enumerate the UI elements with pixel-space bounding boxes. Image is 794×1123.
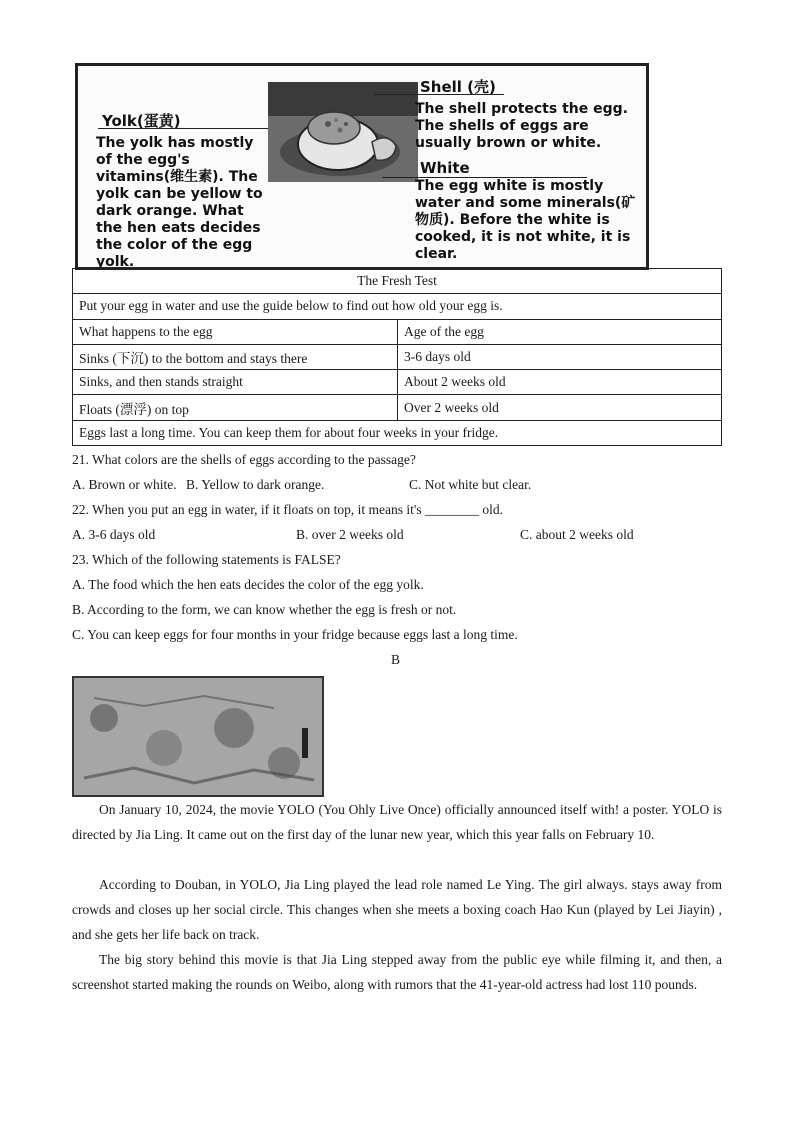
question-23-option-c[interactable]: C. You can keep eggs for four months in your fridge because eggs last a long time. bbox=[72, 627, 518, 642]
table-title-row bbox=[73, 269, 722, 294]
question-21-option-b[interactable]: B. Yellow to dark orange. bbox=[186, 477, 325, 492]
question-21-option-a[interactable]: A. Brown or white. bbox=[72, 477, 177, 492]
question-22-option-c[interactable]: C. about 2 weeks old bbox=[520, 527, 634, 542]
paragraph-3: The big story behind this movie is that Jia Ling stepped away from the public eye while filming it, and then, a screenshot started making the rounds on Weibo, along with rumors that the 41-year-old actress had lost 110 pounds. bbox=[72, 952, 722, 992]
yolk-text: The yolk has mostly of the egg's vitamins(维生素). The yolk can be yellow to dark orange. What the hen eats decides the color of the egg yolk. bbox=[96, 135, 263, 270]
table-instruction: Put your egg in water and use the guide below to find out how old your egg is. bbox=[73, 294, 722, 319]
white-text: The egg white is mostly water and some minerals(矿物质). Before the white is cooked, it is not white, it is clear. bbox=[415, 178, 636, 262]
table-cell: About 2 weeks old bbox=[398, 370, 722, 395]
egg-diagram bbox=[75, 63, 649, 270]
table-cell: Over 2 weeks old bbox=[398, 395, 722, 420]
yolk-pointer-line bbox=[98, 128, 268, 129]
question-21-stem: 21. What colors are the shells of eggs according to the passage? bbox=[72, 452, 416, 467]
shell-heading: Shell (壳) bbox=[420, 78, 496, 96]
paragraph-2: According to Douban, in YOLO, Jia Ling played the lead role named Le Ying. The girl always. stays away from crowds and closes up her social circle. This changes when she meets a boxing coach Hao Kun (played by Lei Jiayin) , and she gets her life back on track. bbox=[72, 877, 722, 942]
table-row bbox=[73, 395, 722, 420]
question-21-option-c[interactable]: C. Not white but clear. bbox=[409, 477, 532, 492]
table-row bbox=[73, 344, 722, 369]
question-22-stem: 22. When you put an egg in water, if it floats on top, it means it's ________ old. bbox=[72, 502, 503, 517]
movie-poster-image bbox=[72, 676, 324, 797]
yolk-heading: Yolk(蛋黄) bbox=[102, 112, 181, 130]
table-cell: Sinks, and then stands straight bbox=[73, 370, 398, 395]
table-row bbox=[73, 370, 722, 395]
table-cell: Floats (漂浮) on top bbox=[73, 395, 398, 420]
question-23-option-b[interactable]: B. According to the form, we can know whether the egg is fresh or not. bbox=[72, 602, 457, 617]
shell-text: The shell protects the egg. The shells of eggs are usually brown or white. bbox=[415, 101, 628, 151]
paragraph-1: On January 10, 2024, the movie YOLO (You Ohly Live Once) officially announced itself with! a poster. YOLO is directed by Jia Ling. It came out on the first day of the lunar new year, which this year falls on February 10. bbox=[72, 802, 722, 842]
table-note: Eggs last a long time. You can keep them for about four weeks in your fridge. bbox=[73, 420, 722, 445]
egg-photo bbox=[268, 82, 418, 182]
section-b-label: B bbox=[391, 652, 401, 667]
question-23-option-a[interactable]: A. The food which the hen eats decides the color of the egg yolk. bbox=[72, 577, 424, 592]
question-23-stem: 23. Which of the following statements is FALSE? bbox=[72, 552, 341, 567]
table-note-row bbox=[73, 420, 722, 445]
table-instruction-row bbox=[73, 294, 722, 319]
question-22-option-a[interactable]: A. 3-6 days old bbox=[72, 527, 156, 542]
shell-pointer-line bbox=[374, 94, 504, 95]
question-22-option-b[interactable]: B. over 2 weeks old bbox=[296, 527, 404, 542]
column-header: What happens to the egg bbox=[73, 319, 398, 344]
table-header-row bbox=[73, 319, 722, 344]
table-cell: Sinks (下沉) to the bottom and stays there bbox=[73, 344, 398, 369]
white-heading: White bbox=[420, 159, 470, 177]
column-header: Age of the egg bbox=[398, 319, 722, 344]
table-title: The Fresh Test bbox=[73, 269, 722, 294]
fresh-test-table bbox=[72, 268, 722, 446]
table-cell: 3-6 days old bbox=[398, 344, 722, 369]
